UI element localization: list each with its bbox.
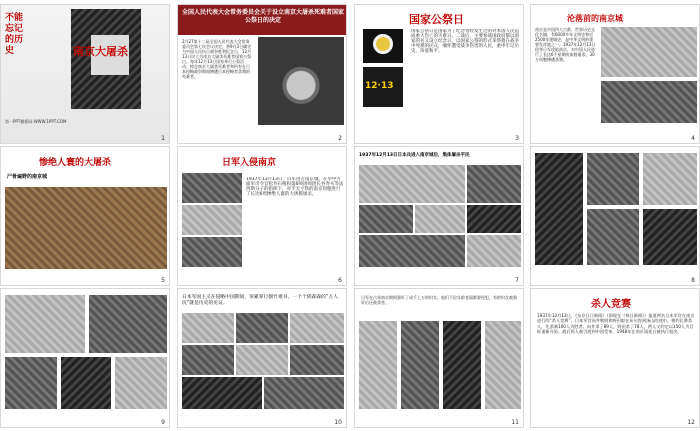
- slide-number: 3: [515, 135, 519, 142]
- troops-photo-3: [182, 237, 242, 267]
- slide-body-text: 南京是中国四大古都，世界历史文化名城，有6000多年文明史和近2500年建城史，是中华文明的重要发祥地之一。1937年12月13日侵华日军攻陷南京，对中国人民进行了长达6个星期的血腥屠杀，30万同胞惨遭杀戮。: [535, 27, 596, 62]
- execution-photo-5: [359, 235, 465, 267]
- women-victims-photo-4: [485, 321, 521, 409]
- slide-thumbnail-11[interactable]: [354, 288, 524, 428]
- slide-body-text: 国家公祭日是国家为了纪念曾经发生过的对本国人民造成重大伤亡的灾难日。二战后，主要参战国政府都以国家的名义设立纪念日，以国家公祭的形式来祭奠在战争中死难的民众，缅怀遭受战争伤害的人民，重申牢记历史，珍爱和平。: [411, 29, 519, 54]
- slide-bullet: 尸骨遍野的南京城: [7, 174, 48, 180]
- victim-photo-3: [643, 153, 697, 205]
- mass-grave-photo-2: [236, 313, 288, 343]
- slide-footer: 第一PPT模板网-WWW.1PPT.COM: [5, 119, 67, 124]
- slide-title: 1937年12月13日日本兵进入南京城后，集体屠杀平民: [359, 153, 470, 158]
- atrocity-photo-3: [5, 357, 57, 409]
- atrocity-photo-5: [115, 357, 167, 409]
- slide-thumbnail-8[interactable]: [530, 146, 700, 286]
- slide-title: 沦落前的南京城: [567, 14, 623, 23]
- congress-hall-image: [258, 37, 344, 125]
- slide-number: 4: [691, 135, 695, 142]
- slide-body-text: 1937年12月13日，日军进占南京城，在华中方面军司令官松井石根和第6师团师团长谷寿夫等法西斯分子的指挥下，对手无寸铁的南京同胞进行了长达6周惨绝人寰的大规模屠杀。: [246, 177, 344, 197]
- slide-title: 不能忘记的历史: [5, 13, 24, 56]
- slide-body-text: 日军在占领南京期间强奸了成千上万的妇女。他们不论年龄老弱都要侵犯，有的妇女被强奸后还被杀害。: [361, 295, 517, 305]
- mass-grave-photo-7: [182, 377, 262, 409]
- atrocity-photo-1: [5, 295, 85, 353]
- execution-photo-3: [415, 205, 465, 233]
- slide-thumbnail-7[interactable]: [354, 146, 524, 286]
- execution-photo-1: [467, 165, 521, 203]
- women-victims-photo-1: [359, 321, 397, 409]
- women-victims-photo-2: [401, 321, 439, 409]
- wreath-flower-icon: [373, 34, 393, 54]
- troops-photo-1: [182, 173, 242, 203]
- slide-thumbnail-2[interactable]: [177, 4, 347, 144]
- wreath-image: [363, 29, 403, 63]
- slide-title: 国家公祭日: [409, 13, 464, 26]
- troops-photo-2: [182, 205, 242, 235]
- poster-title: 南京大屠杀: [73, 45, 128, 58]
- mass-grave-photo-3: [290, 313, 344, 343]
- slide-number: 1: [161, 135, 165, 142]
- slide-thumbnail-5[interactable]: [0, 146, 170, 286]
- slide-title: 全国人民代表大会常务委员会关于设立南京大屠杀死难者国家公祭日的决定: [182, 9, 345, 24]
- slide-thumbnail-10[interactable]: [177, 288, 347, 428]
- slide-number: 7: [515, 277, 519, 284]
- slide-title: 惨绝人寰的大屠杀: [39, 158, 112, 168]
- date-sign-text: 12·13: [365, 81, 394, 91]
- victim-photo-2: [587, 153, 639, 205]
- atrocity-photo-4: [61, 357, 111, 409]
- slide-number: 11: [511, 419, 519, 426]
- slide-number: 2: [338, 135, 342, 142]
- slide-thumbnail-1[interactable]: [0, 4, 170, 144]
- mass-grave-photo-5: [236, 345, 288, 375]
- mass-grave-photo-8: [264, 377, 344, 409]
- slide-number: 5: [161, 277, 165, 284]
- slide-thumbnail-12[interactable]: [530, 288, 700, 428]
- execution-photo-6: [467, 235, 521, 267]
- slide-number: 8: [691, 277, 695, 284]
- old-nanjing-street-image: [601, 81, 697, 123]
- city-gate-photo: [359, 165, 465, 203]
- slide-thumbnail-3[interactable]: [354, 4, 524, 144]
- slide-thumbnail-4[interactable]: [530, 4, 700, 144]
- victim-photo-5: [643, 209, 697, 265]
- victim-photo-4: [587, 209, 639, 265]
- slide-thumbnail-6[interactable]: [177, 146, 347, 286]
- slide-title: 日本军国主义在侵略中国期间，罪累罪行罄竹难书，一个个阴森森的“万人坑”就是历史的见证。: [182, 295, 338, 306]
- slide-number: 6: [338, 277, 342, 284]
- slide-body-text: 1937年12月13日，《东京日日新闻》（即现在《每日新闻》）报道两名日本军官在南京进行的“杀人竞赛”，日本军官向井敏明和野田毅在从句容到汤山的途中，相约比赛杀人，先杀满100人为胜者。向井杀了89人，野田杀了78人，两人又约定以150人为目标重新开始。战后两人被引渡到中国受审，1948年在南京雨花台被执行枪决。: [537, 313, 695, 335]
- slide-number: 10: [334, 419, 342, 426]
- slide-body-text: 2月27第十二届全国人民代表大会常务委员会第七次会议决定，将9月3日确定为中国人民抗日战争胜利纪念日，12月13日设立为南京大屠杀死难者国家公祭日，每年12月13日国家举行公祭活动，悼念南京大屠杀死难者和所有在日本侵略战争期间惨遭日本侵略者杀戮的死难者。: [182, 39, 252, 79]
- date-sign-image: [363, 67, 403, 107]
- execution-photo-2: [359, 205, 413, 233]
- victim-photo-1: [535, 153, 583, 265]
- slide-title: 杀人竞赛: [591, 299, 631, 310]
- slide-number: 12: [687, 419, 695, 426]
- slide-thumbnail-9[interactable]: [0, 288, 170, 428]
- mass-grave-photo-4: [182, 345, 234, 375]
- slide-number: 9: [161, 419, 165, 426]
- execution-photo-4: [467, 205, 521, 233]
- mass-grave-photo-1: [182, 313, 234, 343]
- massacre-photo: [5, 187, 167, 269]
- mass-grave-photo-6: [290, 345, 344, 375]
- city-wall-image: [601, 27, 697, 77]
- women-victims-photo-3: [443, 321, 481, 409]
- slide-title: 日军入侵南京: [222, 158, 277, 168]
- atrocity-photo-2: [89, 295, 167, 353]
